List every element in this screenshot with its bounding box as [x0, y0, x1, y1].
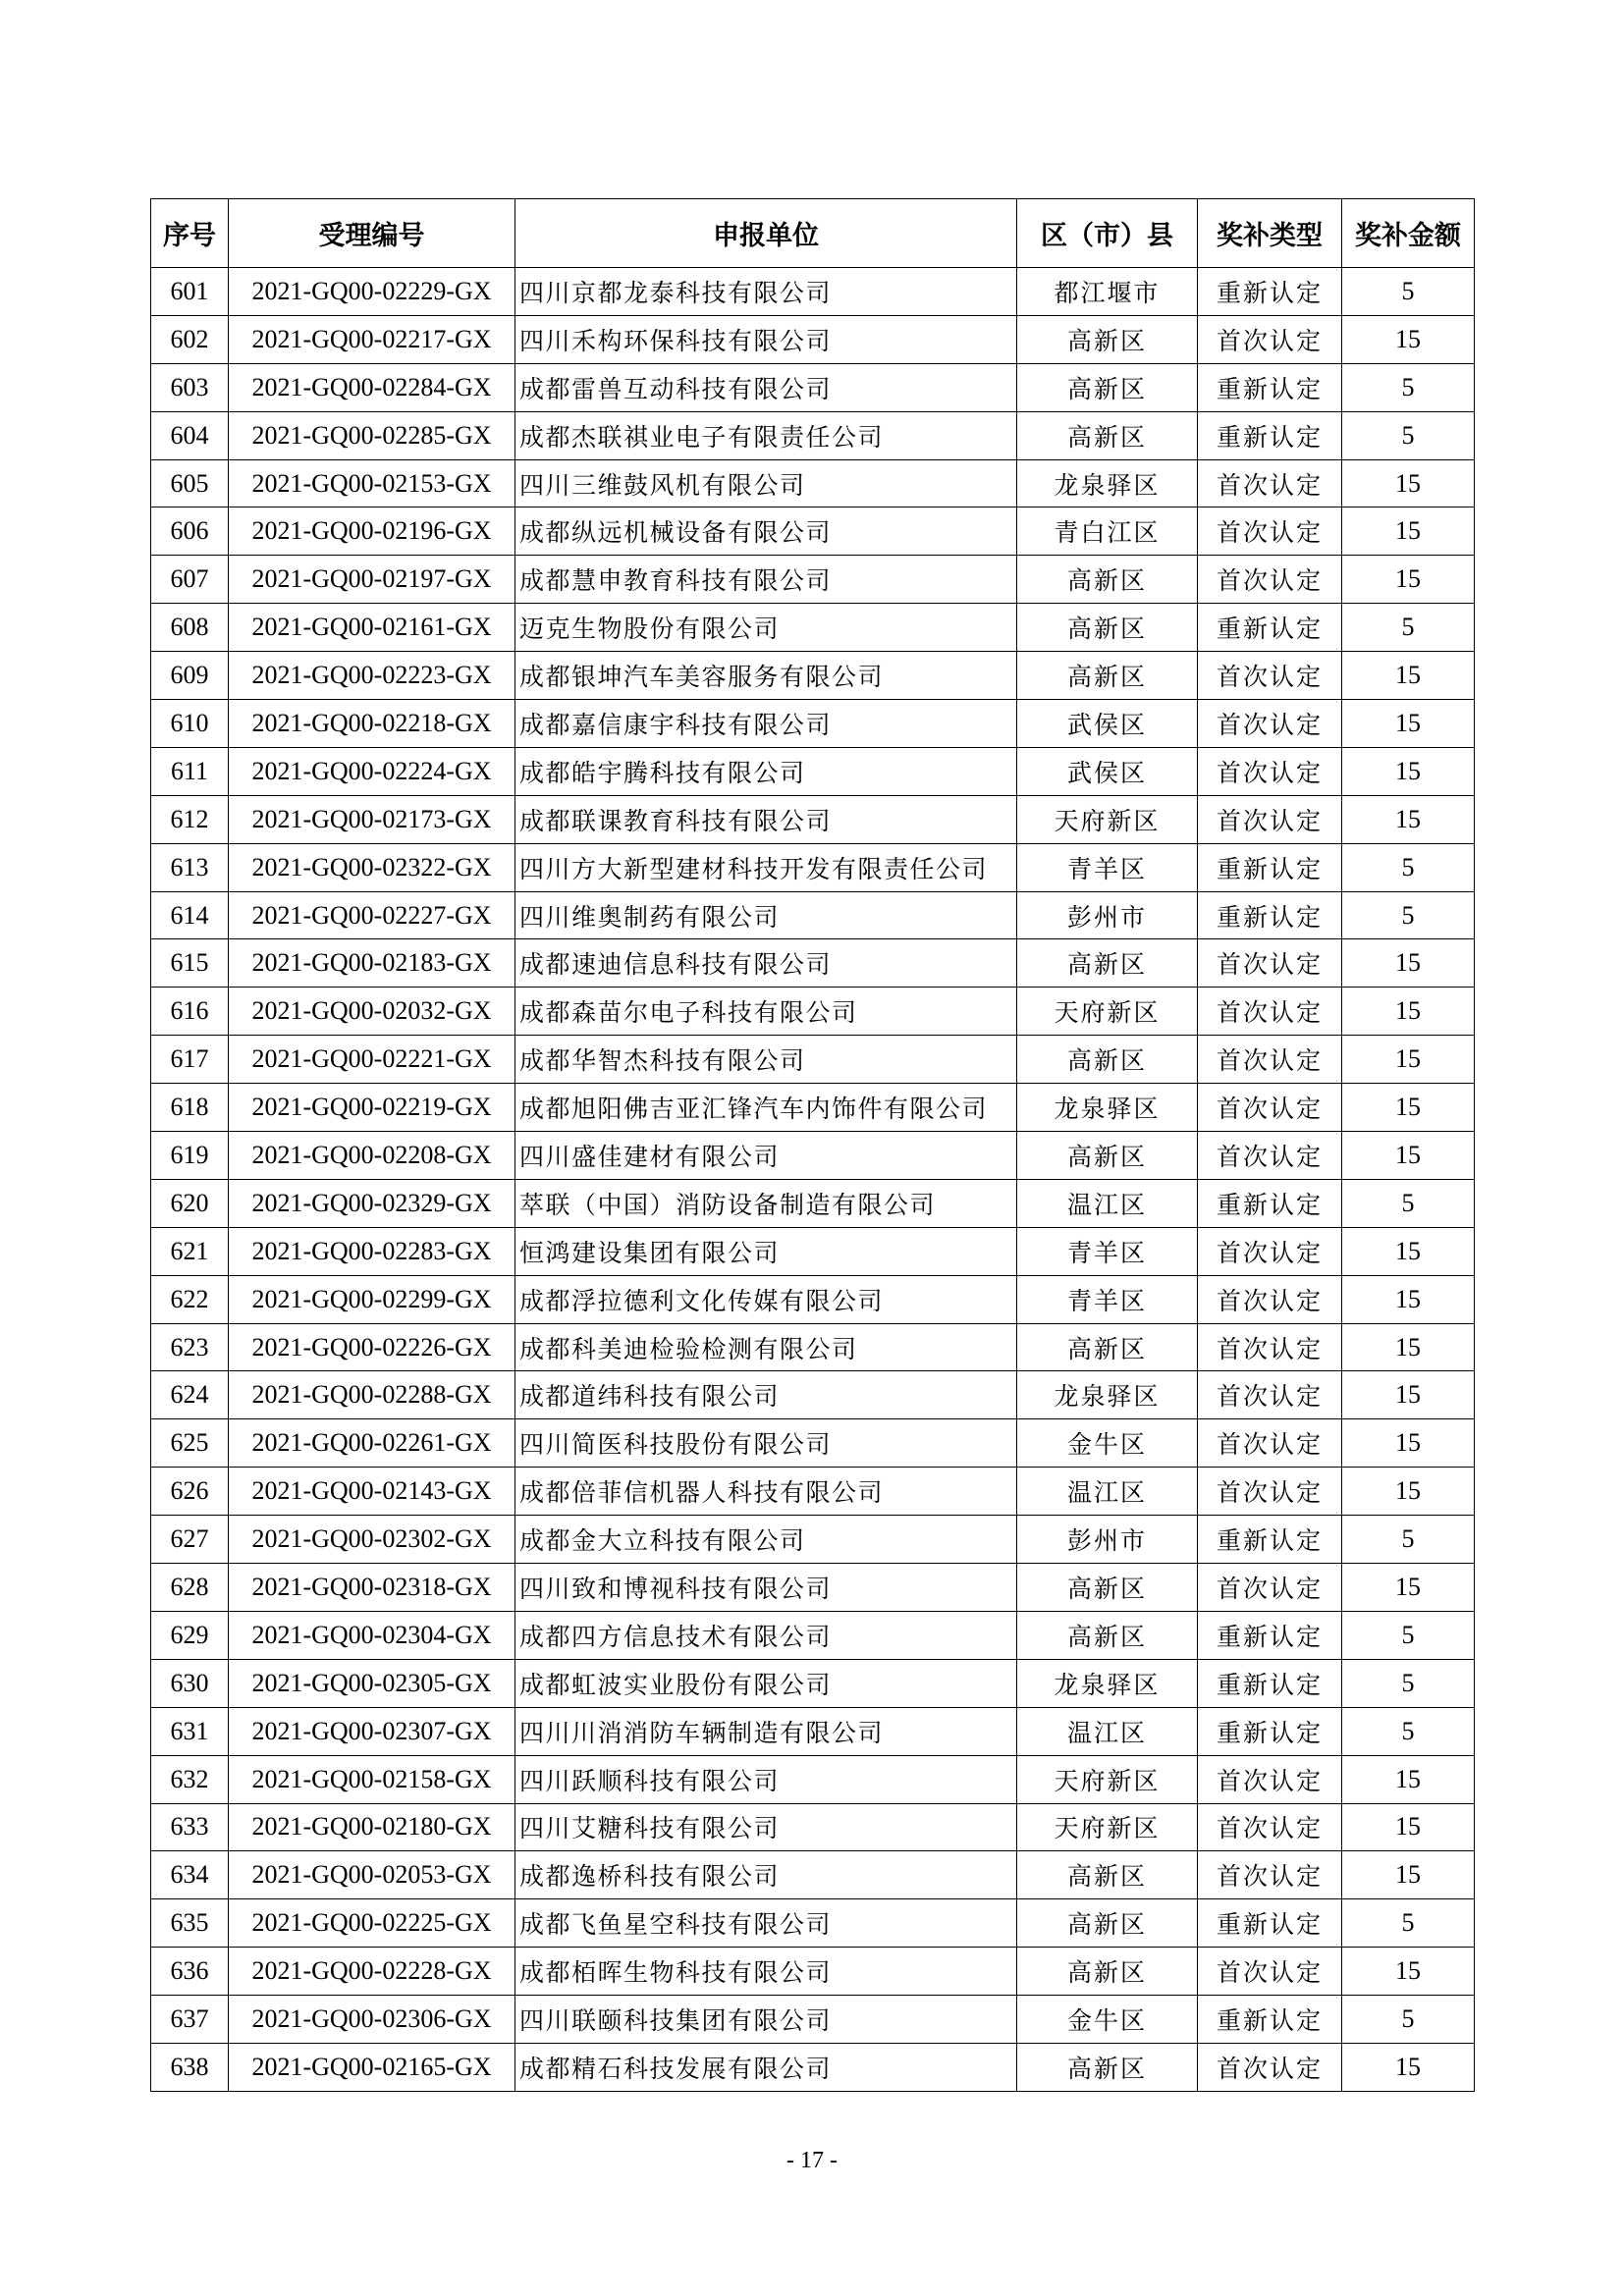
- cell-serial-number: 620: [151, 1179, 229, 1227]
- table-row: [151, 891, 1475, 939]
- cell-serial-number: 626: [151, 1468, 229, 1516]
- cell-serial-number: 632: [151, 1755, 229, 1803]
- cell-serial-number: 631: [151, 1707, 229, 1755]
- cell-award-amount: 15: [1342, 988, 1475, 1036]
- table-row: [151, 1803, 1475, 1851]
- cell-district: 高新区: [1017, 652, 1198, 700]
- cell-serial-number: 636: [151, 1948, 229, 1996]
- table-row: [151, 939, 1475, 988]
- table-row: [151, 268, 1475, 316]
- cell-acceptance-number: 2021-GQ00-02208-GX: [229, 1132, 515, 1180]
- cell-award-type: 首次认定: [1198, 1468, 1342, 1516]
- cell-district: 天府新区: [1017, 988, 1198, 1036]
- table-row: [151, 1755, 1475, 1803]
- cell-district: 龙泉驿区: [1017, 1084, 1198, 1132]
- cell-district: 高新区: [1017, 604, 1198, 652]
- cell-applicant-unit: 成都森苗尔电子科技有限公司: [515, 988, 1017, 1036]
- cell-applicant-unit: 四川艾糖科技有限公司: [515, 1803, 1017, 1851]
- cell-district: 龙泉驿区: [1017, 459, 1198, 507]
- cell-acceptance-number: 2021-GQ00-02322-GX: [229, 843, 515, 891]
- cell-award-type: 首次认定: [1198, 1564, 1342, 1612]
- cell-award-amount: 15: [1342, 1036, 1475, 1084]
- cell-applicant-unit: 四川三维鼓风机有限公司: [515, 459, 1017, 507]
- table-row: [151, 1707, 1475, 1755]
- cell-applicant-unit: 四川川消消防车辆制造有限公司: [515, 1707, 1017, 1755]
- cell-applicant-unit: 成都科美迪检验检测有限公司: [515, 1323, 1017, 1371]
- cell-district: 温江区: [1017, 1179, 1198, 1227]
- cell-serial-number: 635: [151, 1899, 229, 1948]
- cell-award-amount: 5: [1342, 1611, 1475, 1659]
- table-row: [151, 1419, 1475, 1468]
- cell-award-amount: 15: [1342, 1084, 1475, 1132]
- cell-award-type: 重新认定: [1198, 1516, 1342, 1564]
- cell-acceptance-number: 2021-GQ00-02283-GX: [229, 1227, 515, 1275]
- cell-acceptance-number: 2021-GQ00-02153-GX: [229, 459, 515, 507]
- cell-serial-number: 603: [151, 363, 229, 411]
- cell-serial-number: 607: [151, 556, 229, 604]
- cell-award-type: 重新认定: [1198, 1707, 1342, 1755]
- cell-applicant-unit: 成都道纬科技有限公司: [515, 1371, 1017, 1419]
- cell-acceptance-number: 2021-GQ00-02306-GX: [229, 1996, 515, 2044]
- table-row: [151, 459, 1475, 507]
- cell-acceptance-number: 2021-GQ00-02229-GX: [229, 268, 515, 316]
- cell-award-type: 重新认定: [1198, 843, 1342, 891]
- cell-award-amount: 15: [1342, 1371, 1475, 1419]
- cell-acceptance-number: 2021-GQ00-02180-GX: [229, 1803, 515, 1851]
- award-list-table: [150, 198, 1475, 2092]
- table-header-row: [151, 199, 1475, 268]
- cell-district: 龙泉驿区: [1017, 1371, 1198, 1419]
- cell-applicant-unit: 成都慧申教育科技有限公司: [515, 556, 1017, 604]
- cell-acceptance-number: 2021-GQ00-02288-GX: [229, 1371, 515, 1419]
- cell-serial-number: 633: [151, 1803, 229, 1851]
- header-applicant-unit: 申报单位: [515, 199, 1017, 268]
- cell-award-amount: 15: [1342, 747, 1475, 795]
- page-number: - 17 -: [786, 2148, 838, 2173]
- cell-district: 高新区: [1017, 315, 1198, 363]
- cell-award-type: 重新认定: [1198, 1996, 1342, 2044]
- cell-district: 高新区: [1017, 1899, 1198, 1948]
- cell-award-amount: 15: [1342, 652, 1475, 700]
- cell-serial-number: 629: [151, 1611, 229, 1659]
- cell-acceptance-number: 2021-GQ00-02183-GX: [229, 939, 515, 988]
- cell-applicant-unit: 成都嘉信康宇科技有限公司: [515, 700, 1017, 748]
- cell-applicant-unit: 成都速迪信息科技有限公司: [515, 939, 1017, 988]
- cell-applicant-unit: 成都栢晖生物科技有限公司: [515, 1948, 1017, 1996]
- cell-award-amount: 15: [1342, 556, 1475, 604]
- table-row: [151, 1132, 1475, 1180]
- cell-acceptance-number: 2021-GQ00-02225-GX: [229, 1899, 515, 1948]
- cell-district: 高新区: [1017, 2043, 1198, 2091]
- cell-acceptance-number: 2021-GQ00-02219-GX: [229, 1084, 515, 1132]
- table-row: [151, 1084, 1475, 1132]
- cell-serial-number: 613: [151, 843, 229, 891]
- cell-district: 高新区: [1017, 1323, 1198, 1371]
- cell-serial-number: 617: [151, 1036, 229, 1084]
- cell-district: 都江堰市: [1017, 268, 1198, 316]
- cell-acceptance-number: 2021-GQ00-02224-GX: [229, 747, 515, 795]
- cell-serial-number: 609: [151, 652, 229, 700]
- cell-award-amount: 15: [1342, 1468, 1475, 1516]
- cell-award-type: 首次认定: [1198, 1803, 1342, 1851]
- cell-award-type: 首次认定: [1198, 459, 1342, 507]
- cell-award-type: 重新认定: [1198, 891, 1342, 939]
- cell-district: 龙泉驿区: [1017, 1659, 1198, 1707]
- cell-district: 天府新区: [1017, 795, 1198, 843]
- cell-applicant-unit: 成都虹波实业股份有限公司: [515, 1659, 1017, 1707]
- cell-award-type: 重新认定: [1198, 1659, 1342, 1707]
- cell-award-type: 首次认定: [1198, 1948, 1342, 1996]
- cell-serial-number: 634: [151, 1851, 229, 1899]
- cell-award-amount: 15: [1342, 459, 1475, 507]
- table-row: [151, 747, 1475, 795]
- cell-district: 武侯区: [1017, 747, 1198, 795]
- cell-award-type: 首次认定: [1198, 315, 1342, 363]
- header-acceptance-number: 受理编号: [229, 199, 515, 268]
- cell-award-amount: 15: [1342, 700, 1475, 748]
- cell-acceptance-number: 2021-GQ00-02228-GX: [229, 1948, 515, 1996]
- cell-acceptance-number: 2021-GQ00-02173-GX: [229, 795, 515, 843]
- cell-applicant-unit: 成都银坤汽车美容服务有限公司: [515, 652, 1017, 700]
- cell-serial-number: 616: [151, 988, 229, 1036]
- table-row: [151, 988, 1475, 1036]
- table-row: [151, 2043, 1475, 2091]
- cell-district: 金牛区: [1017, 1996, 1198, 2044]
- cell-applicant-unit: 迈克生物股份有限公司: [515, 604, 1017, 652]
- cell-award-amount: 5: [1342, 843, 1475, 891]
- cell-applicant-unit: 四川跃顺科技有限公司: [515, 1755, 1017, 1803]
- cell-award-type: 首次认定: [1198, 1036, 1342, 1084]
- cell-acceptance-number: 2021-GQ00-02304-GX: [229, 1611, 515, 1659]
- cell-acceptance-number: 2021-GQ00-02032-GX: [229, 988, 515, 1036]
- cell-award-type: 首次认定: [1198, 652, 1342, 700]
- cell-award-amount: 15: [1342, 1948, 1475, 1996]
- cell-district: 高新区: [1017, 1948, 1198, 1996]
- cell-applicant-unit: 成都飞鱼星空科技有限公司: [515, 1899, 1017, 1948]
- cell-acceptance-number: 2021-GQ00-02221-GX: [229, 1036, 515, 1084]
- cell-acceptance-number: 2021-GQ00-02158-GX: [229, 1755, 515, 1803]
- table-row: [151, 1948, 1475, 1996]
- cell-award-type: 首次认定: [1198, 556, 1342, 604]
- table-row: [151, 411, 1475, 459]
- cell-award-type: 首次认定: [1198, 1755, 1342, 1803]
- cell-serial-number: 623: [151, 1323, 229, 1371]
- cell-award-amount: 15: [1342, 1323, 1475, 1371]
- cell-acceptance-number: 2021-GQ00-02284-GX: [229, 363, 515, 411]
- cell-applicant-unit: 四川简医科技股份有限公司: [515, 1419, 1017, 1468]
- cell-serial-number: 622: [151, 1275, 229, 1323]
- cell-award-type: 首次认定: [1198, 700, 1342, 748]
- header-serial-number: 序号: [151, 199, 229, 268]
- cell-award-amount: 5: [1342, 604, 1475, 652]
- cell-district: 高新区: [1017, 411, 1198, 459]
- cell-district: 温江区: [1017, 1707, 1198, 1755]
- cell-acceptance-number: 2021-GQ00-02196-GX: [229, 507, 515, 556]
- cell-applicant-unit: 四川联颐科技集团有限公司: [515, 1996, 1017, 2044]
- cell-award-type: 重新认定: [1198, 411, 1342, 459]
- cell-award-amount: 5: [1342, 1899, 1475, 1948]
- cell-award-amount: 15: [1342, 1851, 1475, 1899]
- cell-applicant-unit: 四川方大新型建材科技开发有限责任公司: [515, 843, 1017, 891]
- table-row: [151, 1899, 1475, 1948]
- cell-award-type: 首次认定: [1198, 1419, 1342, 1468]
- cell-serial-number: 604: [151, 411, 229, 459]
- table-row: [151, 700, 1475, 748]
- cell-award-type: 首次认定: [1198, 1227, 1342, 1275]
- cell-applicant-unit: 成都精石科技发展有限公司: [515, 2043, 1017, 2091]
- cell-applicant-unit: 四川维奥制药有限公司: [515, 891, 1017, 939]
- cell-award-amount: 5: [1342, 268, 1475, 316]
- cell-award-amount: 5: [1342, 1996, 1475, 2044]
- cell-award-type: 重新认定: [1198, 363, 1342, 411]
- cell-award-type: 首次认定: [1198, 507, 1342, 556]
- cell-applicant-unit: 四川盛佳建材有限公司: [515, 1132, 1017, 1180]
- cell-district: 青羊区: [1017, 843, 1198, 891]
- cell-award-amount: 15: [1342, 795, 1475, 843]
- cell-award-type: 重新认定: [1198, 1899, 1342, 1948]
- cell-award-amount: 5: [1342, 411, 1475, 459]
- cell-serial-number: 612: [151, 795, 229, 843]
- cell-serial-number: 624: [151, 1371, 229, 1419]
- cell-award-type: 首次认定: [1198, 1371, 1342, 1419]
- cell-award-type: 重新认定: [1198, 1179, 1342, 1227]
- cell-applicant-unit: 成都逸桥科技有限公司: [515, 1851, 1017, 1899]
- table-row: [151, 1371, 1475, 1419]
- cell-serial-number: 605: [151, 459, 229, 507]
- cell-district: 武侯区: [1017, 700, 1198, 748]
- table-row: [151, 315, 1475, 363]
- cell-serial-number: 611: [151, 747, 229, 795]
- cell-award-amount: 5: [1342, 891, 1475, 939]
- table-row: [151, 1275, 1475, 1323]
- table-row: [151, 363, 1475, 411]
- cell-acceptance-number: 2021-GQ00-02197-GX: [229, 556, 515, 604]
- cell-serial-number: 610: [151, 700, 229, 748]
- cell-serial-number: 614: [151, 891, 229, 939]
- cell-award-amount: 5: [1342, 1707, 1475, 1755]
- cell-district: 青羊区: [1017, 1275, 1198, 1323]
- table-row: [151, 1996, 1475, 2044]
- cell-award-type: 首次认定: [1198, 2043, 1342, 2091]
- cell-acceptance-number: 2021-GQ00-02218-GX: [229, 700, 515, 748]
- table-row: [151, 795, 1475, 843]
- cell-serial-number: 621: [151, 1227, 229, 1275]
- table-row: [151, 1179, 1475, 1227]
- cell-award-type: 首次认定: [1198, 1323, 1342, 1371]
- cell-award-amount: 15: [1342, 1227, 1475, 1275]
- cell-applicant-unit: 恒鸿建设集团有限公司: [515, 1227, 1017, 1275]
- cell-award-type: 重新认定: [1198, 268, 1342, 316]
- table-row: [151, 1564, 1475, 1612]
- cell-acceptance-number: 2021-GQ00-02227-GX: [229, 891, 515, 939]
- cell-award-amount: 15: [1342, 507, 1475, 556]
- cell-district: 高新区: [1017, 363, 1198, 411]
- cell-district: 高新区: [1017, 1611, 1198, 1659]
- cell-applicant-unit: 成都雷兽互动科技有限公司: [515, 363, 1017, 411]
- cell-serial-number: 637: [151, 1996, 229, 2044]
- table-row: [151, 1659, 1475, 1707]
- table-row: [151, 1036, 1475, 1084]
- table-row: [151, 652, 1475, 700]
- cell-acceptance-number: 2021-GQ00-02143-GX: [229, 1468, 515, 1516]
- cell-serial-number: 615: [151, 939, 229, 988]
- cell-acceptance-number: 2021-GQ00-02329-GX: [229, 1179, 515, 1227]
- cell-acceptance-number: 2021-GQ00-02165-GX: [229, 2043, 515, 2091]
- cell-award-amount: 5: [1342, 1659, 1475, 1707]
- header-district: 区（市）县: [1017, 199, 1198, 268]
- cell-serial-number: 608: [151, 604, 229, 652]
- cell-acceptance-number: 2021-GQ00-02226-GX: [229, 1323, 515, 1371]
- cell-applicant-unit: 成都华智杰科技有限公司: [515, 1036, 1017, 1084]
- cell-award-amount: 5: [1342, 363, 1475, 411]
- cell-acceptance-number: 2021-GQ00-02261-GX: [229, 1419, 515, 1468]
- cell-district: 金牛区: [1017, 1419, 1198, 1468]
- table-row: [151, 604, 1475, 652]
- cell-district: 温江区: [1017, 1468, 1198, 1516]
- cell-award-type: 首次认定: [1198, 939, 1342, 988]
- cell-award-type: 首次认定: [1198, 1084, 1342, 1132]
- table-row: [151, 1227, 1475, 1275]
- cell-award-amount: 15: [1342, 1275, 1475, 1323]
- table-row: [151, 1851, 1475, 1899]
- cell-acceptance-number: 2021-GQ00-02302-GX: [229, 1516, 515, 1564]
- cell-award-type: 首次认定: [1198, 988, 1342, 1036]
- cell-serial-number: 627: [151, 1516, 229, 1564]
- cell-award-amount: 15: [1342, 1564, 1475, 1612]
- cell-district: 彭州市: [1017, 891, 1198, 939]
- cell-award-amount: 15: [1342, 315, 1475, 363]
- cell-applicant-unit: 成都纵远机械设备有限公司: [515, 507, 1017, 556]
- cell-district: 高新区: [1017, 939, 1198, 988]
- cell-district: 天府新区: [1017, 1803, 1198, 1851]
- cell-acceptance-number: 2021-GQ00-02307-GX: [229, 1707, 515, 1755]
- cell-applicant-unit: 萃联（中国）消防设备制造有限公司: [515, 1179, 1017, 1227]
- cell-district: 青羊区: [1017, 1227, 1198, 1275]
- cell-acceptance-number: 2021-GQ00-02217-GX: [229, 315, 515, 363]
- cell-applicant-unit: 四川京都龙泰科技有限公司: [515, 268, 1017, 316]
- cell-serial-number: 601: [151, 268, 229, 316]
- cell-applicant-unit: 成都金大立科技有限公司: [515, 1516, 1017, 1564]
- cell-applicant-unit: 成都四方信息技术有限公司: [515, 1611, 1017, 1659]
- cell-award-type: 首次认定: [1198, 795, 1342, 843]
- table-row: [151, 1468, 1475, 1516]
- cell-serial-number: 625: [151, 1419, 229, 1468]
- cell-district: 高新区: [1017, 1851, 1198, 1899]
- cell-district: 天府新区: [1017, 1755, 1198, 1803]
- cell-acceptance-number: 2021-GQ00-02053-GX: [229, 1851, 515, 1899]
- cell-acceptance-number: 2021-GQ00-02285-GX: [229, 411, 515, 459]
- cell-award-amount: 15: [1342, 939, 1475, 988]
- cell-acceptance-number: 2021-GQ00-02305-GX: [229, 1659, 515, 1707]
- cell-district: 高新区: [1017, 1564, 1198, 1612]
- cell-applicant-unit: 四川禾构环保科技有限公司: [515, 315, 1017, 363]
- cell-acceptance-number: 2021-GQ00-02161-GX: [229, 604, 515, 652]
- table-row: [151, 1611, 1475, 1659]
- cell-award-type: 首次认定: [1198, 1132, 1342, 1180]
- cell-district: 高新区: [1017, 1036, 1198, 1084]
- cell-award-amount: 15: [1342, 2043, 1475, 2091]
- cell-district: 彭州市: [1017, 1516, 1198, 1564]
- cell-award-type: 首次认定: [1198, 747, 1342, 795]
- cell-acceptance-number: 2021-GQ00-02223-GX: [229, 652, 515, 700]
- cell-award-type: 首次认定: [1198, 1851, 1342, 1899]
- table-row: [151, 1516, 1475, 1564]
- cell-award-amount: 5: [1342, 1516, 1475, 1564]
- cell-acceptance-number: 2021-GQ00-02318-GX: [229, 1564, 515, 1612]
- cell-applicant-unit: 成都联课教育科技有限公司: [515, 795, 1017, 843]
- cell-serial-number: 618: [151, 1084, 229, 1132]
- cell-award-type: 重新认定: [1198, 1611, 1342, 1659]
- cell-district: 高新区: [1017, 1132, 1198, 1180]
- header-award-type: 奖补类型: [1198, 199, 1342, 268]
- cell-award-amount: 15: [1342, 1419, 1475, 1468]
- cell-serial-number: 628: [151, 1564, 229, 1612]
- cell-serial-number: 619: [151, 1132, 229, 1180]
- cell-acceptance-number: 2021-GQ00-02299-GX: [229, 1275, 515, 1323]
- table-row: [151, 556, 1475, 604]
- cell-applicant-unit: 成都旭阳佛吉亚汇锋汽车内饰件有限公司: [515, 1084, 1017, 1132]
- cell-award-type: 重新认定: [1198, 604, 1342, 652]
- cell-applicant-unit: 成都倍菲信机器人科技有限公司: [515, 1468, 1017, 1516]
- cell-applicant-unit: 成都皓宇腾科技有限公司: [515, 747, 1017, 795]
- cell-award-amount: 15: [1342, 1803, 1475, 1851]
- cell-serial-number: 606: [151, 507, 229, 556]
- table-row: [151, 1323, 1475, 1371]
- cell-award-amount: 5: [1342, 1179, 1475, 1227]
- cell-award-type: 首次认定: [1198, 1275, 1342, 1323]
- cell-applicant-unit: 四川致和博视科技有限公司: [515, 1564, 1017, 1612]
- table-body: [151, 268, 1475, 2092]
- cell-serial-number: 602: [151, 315, 229, 363]
- cell-district: 高新区: [1017, 556, 1198, 604]
- cell-serial-number: 638: [151, 2043, 229, 2091]
- cell-applicant-unit: 成都浮拉德利文化传媒有限公司: [515, 1275, 1017, 1323]
- header-award-amount: 奖补金额: [1342, 199, 1475, 268]
- cell-award-amount: 15: [1342, 1132, 1475, 1180]
- cell-award-amount: 15: [1342, 1755, 1475, 1803]
- cell-serial-number: 630: [151, 1659, 229, 1707]
- cell-district: 青白江区: [1017, 507, 1198, 556]
- table-row: [151, 843, 1475, 891]
- cell-applicant-unit: 成都杰联祺业电子有限责任公司: [515, 411, 1017, 459]
- table-row: [151, 507, 1475, 556]
